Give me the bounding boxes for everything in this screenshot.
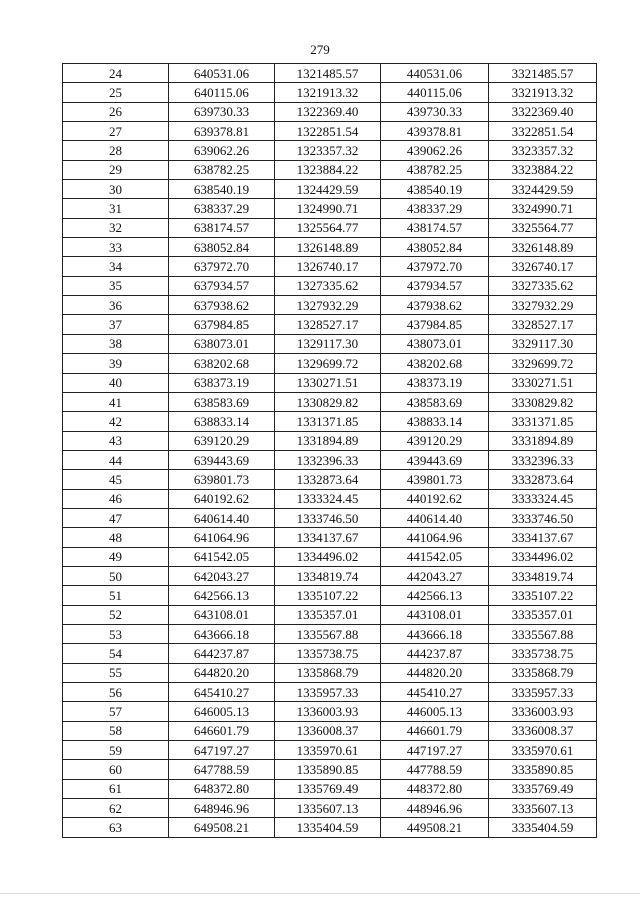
x2-cell: 438174.57 — [381, 218, 489, 237]
point-number-cell: 57 — [63, 702, 169, 721]
table-row — [63, 528, 597, 547]
x1-cell: 638337.29 — [169, 199, 275, 218]
point-number-cell: 53 — [63, 624, 169, 643]
x1-cell: 638540.19 — [169, 180, 275, 199]
point-number-cell: 32 — [63, 218, 169, 237]
y1-cell: 1334496.02 — [275, 547, 381, 566]
point-number-cell: 47 — [63, 508, 169, 527]
x2-cell: 443108.01 — [381, 605, 489, 624]
y2-cell: 3331371.85 — [489, 412, 597, 431]
x1-cell: 640115.06 — [169, 83, 275, 102]
x2-cell: 440192.62 — [381, 489, 489, 508]
x2-cell: 440614.40 — [381, 508, 489, 527]
table-row — [63, 392, 597, 411]
x1-cell: 638202.68 — [169, 354, 275, 373]
x1-cell: 640531.06 — [169, 64, 275, 83]
x2-cell: 448946.96 — [381, 799, 489, 818]
point-number-cell: 44 — [63, 450, 169, 469]
y1-cell: 1321913.32 — [275, 83, 381, 102]
y1-cell: 1321485.57 — [275, 64, 381, 83]
y2-cell: 3330829.82 — [489, 392, 597, 411]
y2-cell: 3336008.37 — [489, 721, 597, 740]
y2-cell: 3324990.71 — [489, 199, 597, 218]
y1-cell: 1324990.71 — [275, 199, 381, 218]
x1-cell: 638373.19 — [169, 373, 275, 392]
y1-cell: 1335607.13 — [275, 799, 381, 818]
x1-cell: 637984.85 — [169, 315, 275, 334]
x1-cell: 639730.33 — [169, 102, 275, 121]
x2-cell: 438052.84 — [381, 238, 489, 257]
x2-cell: 448372.80 — [381, 779, 489, 798]
y2-cell: 3326148.89 — [489, 238, 597, 257]
table-row — [63, 450, 597, 469]
x2-cell: 438540.19 — [381, 180, 489, 199]
x1-cell: 637938.62 — [169, 296, 275, 315]
y1-cell: 1333746.50 — [275, 508, 381, 527]
x1-cell: 639120.29 — [169, 431, 275, 450]
table-row — [63, 238, 597, 257]
point-number-cell: 63 — [63, 818, 169, 837]
coordinate-table — [62, 63, 597, 838]
y2-cell: 3328527.17 — [489, 315, 597, 334]
y1-cell: 1328527.17 — [275, 315, 381, 334]
table-row — [63, 122, 597, 141]
x2-cell: 439801.73 — [381, 470, 489, 489]
point-number-cell: 54 — [63, 644, 169, 663]
y2-cell: 3335567.88 — [489, 624, 597, 643]
x2-cell: 444820.20 — [381, 663, 489, 682]
y1-cell: 1334819.74 — [275, 566, 381, 585]
x1-cell: 641542.05 — [169, 547, 275, 566]
x2-cell: 440115.06 — [381, 83, 489, 102]
table-row — [63, 624, 597, 643]
y1-cell: 1332396.33 — [275, 450, 381, 469]
point-number-cell: 52 — [63, 605, 169, 624]
y1-cell: 1334137.67 — [275, 528, 381, 547]
x2-cell: 447197.27 — [381, 741, 489, 760]
y1-cell: 1322369.40 — [275, 102, 381, 121]
x1-cell: 638073.01 — [169, 334, 275, 353]
x2-cell: 437972.70 — [381, 257, 489, 276]
y1-cell: 1335738.75 — [275, 644, 381, 663]
table-row — [63, 354, 597, 373]
table-row — [63, 605, 597, 624]
y2-cell: 3323884.22 — [489, 160, 597, 179]
y1-cell: 1327932.29 — [275, 296, 381, 315]
y1-cell: 1333324.45 — [275, 489, 381, 508]
table-row — [63, 199, 597, 218]
y1-cell: 1336003.93 — [275, 702, 381, 721]
y2-cell: 3329699.72 — [489, 354, 597, 373]
x2-cell: 439730.33 — [381, 102, 489, 121]
x1-cell: 638174.57 — [169, 218, 275, 237]
x2-cell: 442566.13 — [381, 586, 489, 605]
y2-cell: 3335868.79 — [489, 663, 597, 682]
x1-cell: 638782.25 — [169, 160, 275, 179]
x1-cell: 639801.73 — [169, 470, 275, 489]
y2-cell: 3335738.75 — [489, 644, 597, 663]
table-row — [63, 721, 597, 740]
x1-cell: 645410.27 — [169, 683, 275, 702]
y2-cell: 3331894.89 — [489, 431, 597, 450]
y2-cell: 3335357.01 — [489, 605, 597, 624]
x2-cell: 442043.27 — [381, 566, 489, 585]
x1-cell: 642566.13 — [169, 586, 275, 605]
table-row — [63, 586, 597, 605]
y1-cell: 1330829.82 — [275, 392, 381, 411]
y1-cell: 1323884.22 — [275, 160, 381, 179]
table-row — [63, 489, 597, 508]
point-number-cell: 42 — [63, 412, 169, 431]
point-number-cell: 33 — [63, 238, 169, 257]
point-number-cell: 30 — [63, 180, 169, 199]
page-number: 279 — [310, 42, 330, 57]
x2-cell: 438373.19 — [381, 373, 489, 392]
x1-cell: 646005.13 — [169, 702, 275, 721]
x1-cell: 637972.70 — [169, 257, 275, 276]
table-row — [63, 644, 597, 663]
x2-cell: 438833.14 — [381, 412, 489, 431]
table-row — [63, 141, 597, 160]
x2-cell: 438202.68 — [381, 354, 489, 373]
x1-cell: 640614.40 — [169, 508, 275, 527]
y2-cell: 3335957.33 — [489, 683, 597, 702]
x2-cell: 443666.18 — [381, 624, 489, 643]
x2-cell: 439378.81 — [381, 122, 489, 141]
point-number-cell: 39 — [63, 354, 169, 373]
table-row — [63, 760, 597, 779]
table-row — [63, 547, 597, 566]
point-number-cell: 48 — [63, 528, 169, 547]
y1-cell: 1329117.30 — [275, 334, 381, 353]
y2-cell: 3327932.29 — [489, 296, 597, 315]
y2-cell: 3332396.33 — [489, 450, 597, 469]
y1-cell: 1331371.85 — [275, 412, 381, 431]
y2-cell: 3330271.51 — [489, 373, 597, 392]
y2-cell: 3334496.02 — [489, 547, 597, 566]
point-number-cell: 38 — [63, 334, 169, 353]
y2-cell: 3335404.59 — [489, 818, 597, 837]
y1-cell: 1335890.85 — [275, 760, 381, 779]
y1-cell: 1325564.77 — [275, 218, 381, 237]
point-number-cell: 24 — [63, 64, 169, 83]
x1-cell: 643666.18 — [169, 624, 275, 643]
y1-cell: 1326740.17 — [275, 257, 381, 276]
x1-cell: 642043.27 — [169, 566, 275, 585]
y2-cell: 3327335.62 — [489, 276, 597, 295]
y1-cell: 1335357.01 — [275, 605, 381, 624]
y2-cell: 3321485.57 — [489, 64, 597, 83]
point-number-cell: 50 — [63, 566, 169, 585]
table-row — [63, 683, 597, 702]
point-number-cell: 26 — [63, 102, 169, 121]
x1-cell: 637934.57 — [169, 276, 275, 295]
y1-cell: 1335404.59 — [275, 818, 381, 837]
table-row — [63, 257, 597, 276]
y2-cell: 3336003.93 — [489, 702, 597, 721]
y2-cell: 3321913.32 — [489, 83, 597, 102]
y2-cell: 3322851.54 — [489, 122, 597, 141]
y1-cell: 1335957.33 — [275, 683, 381, 702]
x2-cell: 437938.62 — [381, 296, 489, 315]
x2-cell: 438337.29 — [381, 199, 489, 218]
x2-cell: 444237.87 — [381, 644, 489, 663]
point-number-cell: 31 — [63, 199, 169, 218]
coordinate-table-body — [63, 64, 597, 838]
table-row — [63, 431, 597, 450]
x2-cell: 445410.27 — [381, 683, 489, 702]
x2-cell: 439443.69 — [381, 450, 489, 469]
table-row — [63, 373, 597, 392]
table-row — [63, 218, 597, 237]
y2-cell: 3332873.64 — [489, 470, 597, 489]
y2-cell: 3324429.59 — [489, 180, 597, 199]
table-row — [63, 663, 597, 682]
y1-cell: 1335567.88 — [275, 624, 381, 643]
point-number-cell: 40 — [63, 373, 169, 392]
y2-cell: 3335769.49 — [489, 779, 597, 798]
y1-cell: 1331894.89 — [275, 431, 381, 450]
point-number-cell: 45 — [63, 470, 169, 489]
y1-cell: 1335868.79 — [275, 663, 381, 682]
y1-cell: 1335769.49 — [275, 779, 381, 798]
table-row — [63, 799, 597, 818]
x1-cell: 640192.62 — [169, 489, 275, 508]
y2-cell: 3329117.30 — [489, 334, 597, 353]
y1-cell: 1335107.22 — [275, 586, 381, 605]
y1-cell: 1336008.37 — [275, 721, 381, 740]
x1-cell: 643108.01 — [169, 605, 275, 624]
table-row — [63, 276, 597, 295]
x1-cell: 649508.21 — [169, 818, 275, 837]
table-row — [63, 508, 597, 527]
table-row — [63, 180, 597, 199]
point-number-cell: 37 — [63, 315, 169, 334]
point-number-cell: 60 — [63, 760, 169, 779]
table-row — [63, 412, 597, 431]
point-number-cell: 56 — [63, 683, 169, 702]
point-number-cell: 43 — [63, 431, 169, 450]
x1-cell: 644820.20 — [169, 663, 275, 682]
y1-cell: 1323357.32 — [275, 141, 381, 160]
x1-cell: 641064.96 — [169, 528, 275, 547]
x2-cell: 438073.01 — [381, 334, 489, 353]
y1-cell: 1326148.89 — [275, 238, 381, 257]
table-row — [63, 566, 597, 585]
x2-cell: 439062.26 — [381, 141, 489, 160]
x1-cell: 638052.84 — [169, 238, 275, 257]
y2-cell: 3323357.32 — [489, 141, 597, 160]
x1-cell: 638583.69 — [169, 392, 275, 411]
x1-cell: 648946.96 — [169, 799, 275, 818]
y2-cell: 3334137.67 — [489, 528, 597, 547]
point-number-cell: 46 — [63, 489, 169, 508]
point-number-cell: 34 — [63, 257, 169, 276]
x1-cell: 647788.59 — [169, 760, 275, 779]
x2-cell: 446601.79 — [381, 721, 489, 740]
x2-cell: 437984.85 — [381, 315, 489, 334]
y1-cell: 1335970.61 — [275, 741, 381, 760]
x1-cell: 644237.87 — [169, 644, 275, 663]
table-row — [63, 83, 597, 102]
y1-cell: 1330271.51 — [275, 373, 381, 392]
x1-cell: 638833.14 — [169, 412, 275, 431]
x2-cell: 437934.57 — [381, 276, 489, 295]
y1-cell: 1327335.62 — [275, 276, 381, 295]
point-number-cell: 61 — [63, 779, 169, 798]
x1-cell: 646601.79 — [169, 721, 275, 740]
y2-cell: 3335970.61 — [489, 741, 597, 760]
point-number-cell: 58 — [63, 721, 169, 740]
page-footer-rule — [0, 893, 640, 894]
y1-cell: 1332873.64 — [275, 470, 381, 489]
y2-cell: 3334819.74 — [489, 566, 597, 585]
point-number-cell: 27 — [63, 122, 169, 141]
table-row — [63, 296, 597, 315]
x1-cell: 639378.81 — [169, 122, 275, 141]
x2-cell: 441064.96 — [381, 528, 489, 547]
x2-cell: 441542.05 — [381, 547, 489, 566]
table-row — [63, 818, 597, 837]
y2-cell: 3333324.45 — [489, 489, 597, 508]
point-number-cell: 62 — [63, 799, 169, 818]
table-row — [63, 470, 597, 489]
table-row — [63, 702, 597, 721]
y1-cell: 1329699.72 — [275, 354, 381, 373]
x1-cell: 639062.26 — [169, 141, 275, 160]
point-number-cell: 41 — [63, 392, 169, 411]
y2-cell: 3333746.50 — [489, 508, 597, 527]
y2-cell: 3322369.40 — [489, 102, 597, 121]
y2-cell: 3335890.85 — [489, 760, 597, 779]
y1-cell: 1322851.54 — [275, 122, 381, 141]
x1-cell: 639443.69 — [169, 450, 275, 469]
point-number-cell: 25 — [63, 83, 169, 102]
table-row — [63, 160, 597, 179]
point-number-cell: 28 — [63, 141, 169, 160]
x2-cell: 449508.21 — [381, 818, 489, 837]
x2-cell: 446005.13 — [381, 702, 489, 721]
y2-cell: 3335607.13 — [489, 799, 597, 818]
table-row — [63, 64, 597, 83]
table-row — [63, 102, 597, 121]
y2-cell: 3335107.22 — [489, 586, 597, 605]
x2-cell: 438782.25 — [381, 160, 489, 179]
table-row — [63, 741, 597, 760]
x2-cell: 440531.06 — [381, 64, 489, 83]
point-number-cell: 55 — [63, 663, 169, 682]
point-number-cell: 36 — [63, 296, 169, 315]
x2-cell: 438583.69 — [381, 392, 489, 411]
table-row — [63, 334, 597, 353]
y2-cell: 3326740.17 — [489, 257, 597, 276]
x2-cell: 447788.59 — [381, 760, 489, 779]
point-number-cell: 35 — [63, 276, 169, 295]
point-number-cell: 59 — [63, 741, 169, 760]
table-row — [63, 315, 597, 334]
y1-cell: 1324429.59 — [275, 180, 381, 199]
x1-cell: 647197.27 — [169, 741, 275, 760]
table-row — [63, 779, 597, 798]
point-number-cell: 29 — [63, 160, 169, 179]
y2-cell: 3325564.77 — [489, 218, 597, 237]
point-number-cell: 51 — [63, 586, 169, 605]
x1-cell: 648372.80 — [169, 779, 275, 798]
x2-cell: 439120.29 — [381, 431, 489, 450]
point-number-cell: 49 — [63, 547, 169, 566]
